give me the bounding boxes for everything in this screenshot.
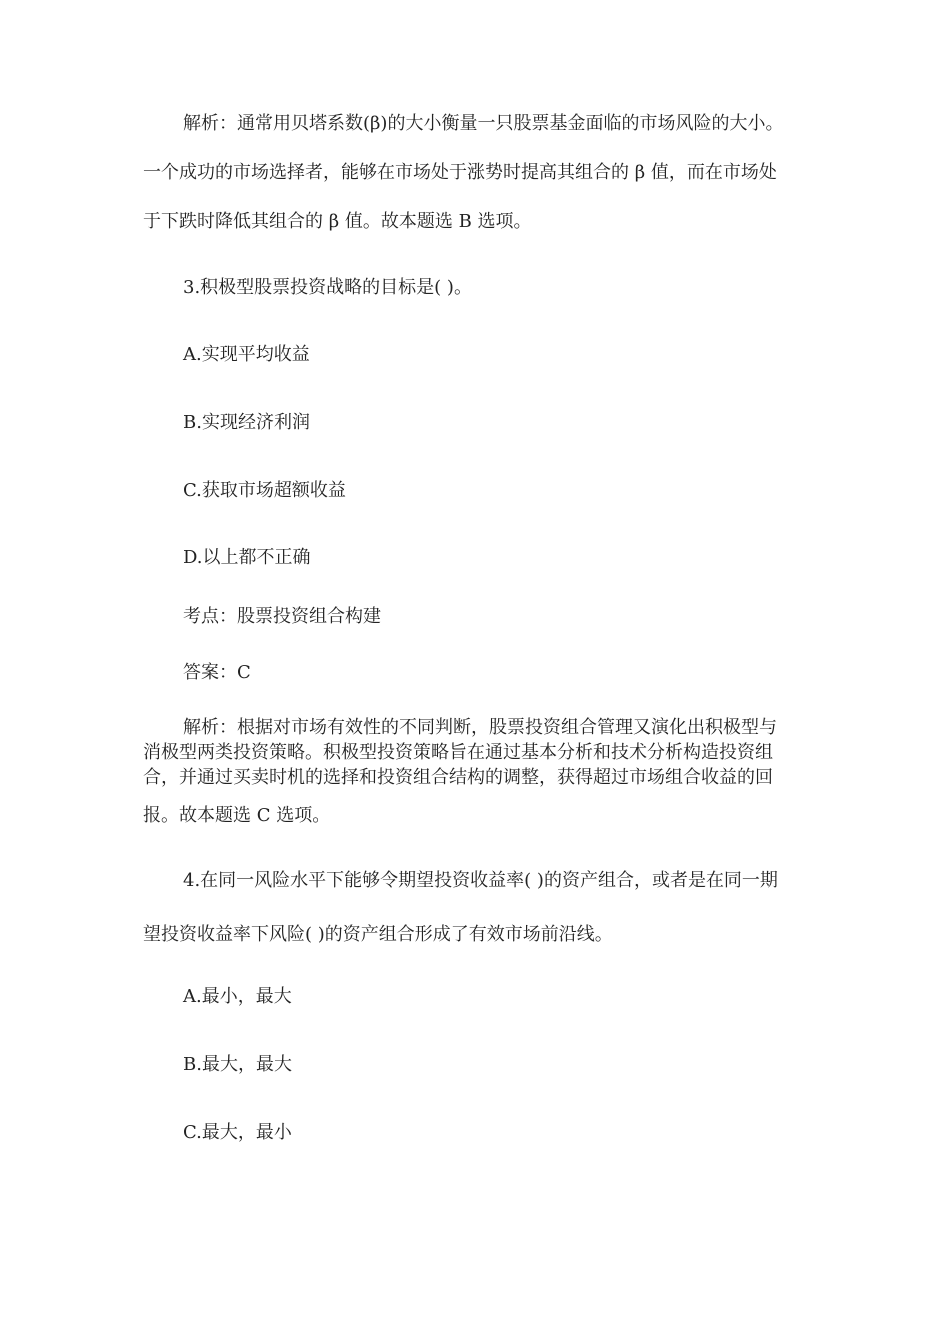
q4-question-line-1: 4.在同一风险水平下能够令期望投资收益率( )的资产组合，或者是在同一期: [183, 870, 778, 891]
q3-option-b: B.实现经济利润: [183, 412, 310, 433]
q2-analysis-line-1: 解析：通常用贝塔系数(β)的大小衡量一只股票基金面临的市场风险的大小。: [183, 113, 784, 134]
q3-option-a: A.实现平均收益: [183, 344, 310, 365]
q3-analysis-line-4: 报。故本题选 C 选项。: [143, 805, 331, 826]
q3-answer: 答案：C: [183, 662, 251, 683]
q4-question-line-2: 望投资收益率下风险( )的资产组合形成了有效市场前沿线。: [143, 924, 613, 945]
q2-analysis-line-3: 于下跌时降低其组合的 β 值。故本题选 B 选项。: [143, 211, 532, 232]
q3-analysis-line-2: 消极型两类投资策略。积极型投资策略旨在通过基本分析和技术分析构造投资组: [143, 742, 773, 763]
document-page: [145, 0, 810, 1344]
q3-option-d: D.以上都不正确: [183, 547, 311, 568]
q3-analysis-line-3: 合，并通过买卖时机的选择和投资组合结构的调整，获得超过市场组合收益的回: [143, 767, 773, 788]
q3-analysis-line-1: 解析：根据对市场有效性的不同判断，股票投资组合管理又演化出积极型与: [183, 717, 777, 738]
q4-option-a: A.最小，最大: [183, 986, 292, 1007]
q4-option-c: C.最大，最小: [183, 1122, 292, 1143]
q3-point: 考点：股票投资组合构建: [183, 606, 381, 627]
q3-option-c: C.获取市场超额收益: [183, 480, 346, 501]
q4-option-b: B.最大，最大: [183, 1054, 292, 1075]
q2-analysis-line-2: 一个成功的市场选择者，能够在市场处于涨势时提高其组合的 β 值，而在市场处: [143, 162, 777, 183]
q3-question: 3.积极型股票投资战略的目标是( )。: [183, 277, 472, 298]
